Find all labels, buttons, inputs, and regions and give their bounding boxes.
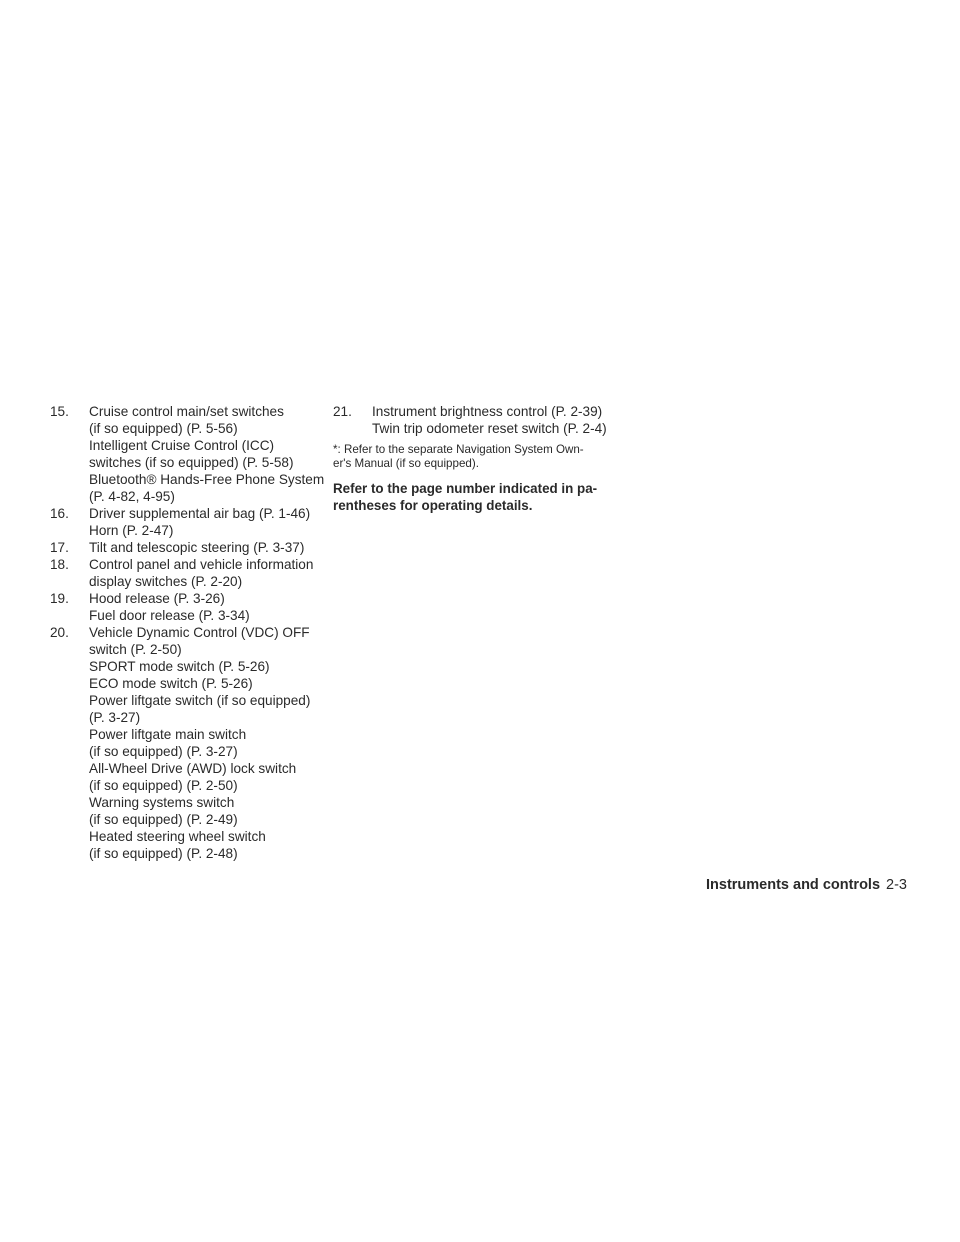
item-line: display switches (P. 2-20) <box>89 574 243 589</box>
item-number: 21. <box>333 404 352 419</box>
note-line: rentheses for operating details. <box>333 498 533 513</box>
item-line: Tilt and telescopic steering (P. 3-37) <box>89 540 305 555</box>
item-line: (P. 3-27) <box>89 710 141 725</box>
item-line: (if so equipped) (P. 3-27) <box>89 744 238 759</box>
item-line: Horn (P. 2-47) <box>89 523 174 538</box>
item-line: Intelligent Cruise Control (ICC) <box>89 438 275 453</box>
list-item-17 <box>50 539 340 556</box>
item-number: 20. <box>50 625 69 640</box>
item-line: (if so equipped) (P. 2-48) <box>89 846 238 861</box>
item-number: 17. <box>50 540 69 555</box>
list-item-16 <box>50 505 340 539</box>
page-footer <box>706 877 907 893</box>
list-item-15 <box>50 403 340 505</box>
item-line: (if so equipped) (P. 2-50) <box>89 778 238 793</box>
item-line: Control panel and vehicle information <box>89 557 314 572</box>
item-line: (if so equipped) (P. 2-49) <box>89 812 238 827</box>
list-item-18 <box>50 556 340 590</box>
item-number: 16. <box>50 506 69 521</box>
item-line: Instrument brightness control (P. 2-39) <box>372 404 603 419</box>
footnote-line: er's Manual (if so equipped). <box>333 457 479 470</box>
item-line: Driver supplemental air bag (P. 1-46) <box>89 506 311 521</box>
item-line: Twin trip odometer reset switch (P. 2-4) <box>372 421 607 436</box>
list-item-19 <box>50 590 340 624</box>
item-line: Cruise control main/set switches <box>89 404 284 419</box>
item-line: Warning systems switch <box>89 795 235 810</box>
item-line: (if so equipped) (P. 5-56) <box>89 421 238 436</box>
section-title: Instruments and controls <box>706 877 881 893</box>
item-line: Power liftgate main switch <box>89 727 247 742</box>
item-line: ECO mode switch (P. 5-26) <box>89 676 253 691</box>
footnote-line: *: Refer to the separate Navigation System Own- <box>333 443 584 456</box>
item-line: SPORT mode switch (P. 5-26) <box>89 659 270 674</box>
item-line: Bluetooth® Hands-Free Phone System <box>89 472 325 487</box>
item-line: switches (if so equipped) (P. 5-58) <box>89 455 294 470</box>
left-column <box>50 403 340 862</box>
page-number: 2-3 <box>886 877 907 893</box>
item-number: 18. <box>50 557 69 572</box>
navigation-footnote <box>333 443 629 471</box>
right-column <box>333 403 629 514</box>
item-line: Fuel door release (P. 3-34) <box>89 608 250 623</box>
item-line: Hood release (P. 3-26) <box>89 591 225 606</box>
item-line: All-Wheel Drive (AWD) lock switch <box>89 761 297 776</box>
list-item-21 <box>333 403 629 437</box>
item-line: Vehicle Dynamic Control (VDC) OFF <box>89 625 310 640</box>
note-line: Refer to the page number indicated in pa- <box>333 481 598 496</box>
item-line: switch (P. 2-50) <box>89 642 182 657</box>
item-number: 19. <box>50 591 69 606</box>
list-item-20 <box>50 624 340 862</box>
item-line: Heated steering wheel switch <box>89 829 266 844</box>
item-line: Power liftgate switch (if so equipped) <box>89 693 311 708</box>
item-number: 15. <box>50 404 69 419</box>
item-line: (P. 4-82, 4-95) <box>89 489 175 504</box>
page-reference-note <box>333 480 629 514</box>
